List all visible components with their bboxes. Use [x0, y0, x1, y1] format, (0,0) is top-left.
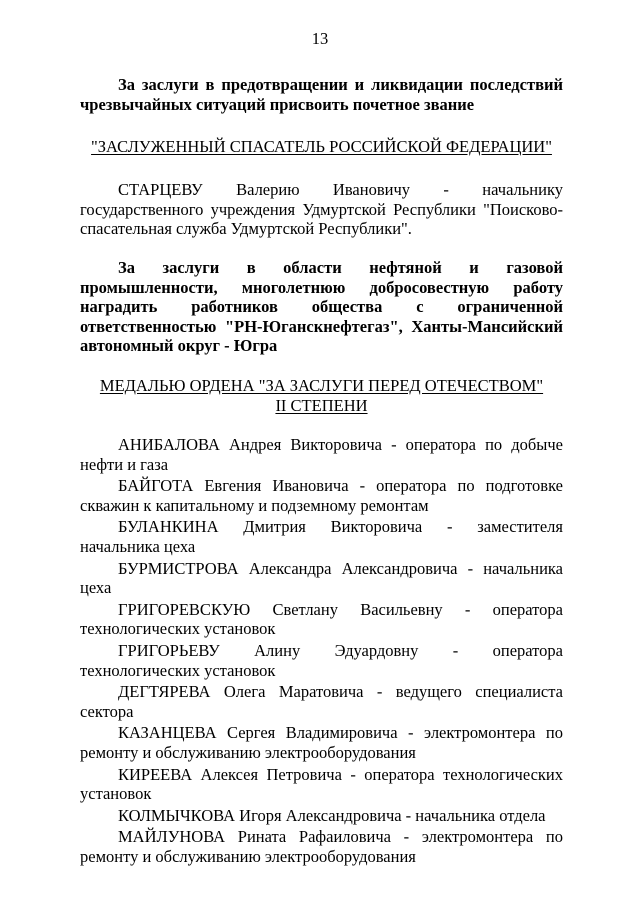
section2-title-line2: II СТЕПЕНИ: [275, 395, 368, 415]
list-item: КИРЕЕВА Алексея Петровича - оператора технологических установок: [80, 764, 563, 804]
page-number: 13: [311, 29, 329, 48]
section2-title: [80, 376, 563, 415]
section1-title: "ЗАСЛУЖЕННЫЙ СПАСАТЕЛЬ РОССИЙСКОЙ ФЕДЕРАЦИИ": [91, 137, 552, 156]
list-item: ДЕГТЯРЕВА Олега Маратовича - ведущего специалиста сектора: [80, 682, 563, 721]
section1-recipient: СТАРЦЕВУ Валерию Ивановичу - начальнику государственного учреждения Удмуртской Республики "Поисково-спасательная служба Удмуртской Республики".: [80, 180, 563, 239]
list-item: МАЙЛУНОВА Рината Рафаиловича - электромонтера по ремонту и обслуживанию электрооборудования: [80, 827, 563, 866]
list-item: БАЙГОТА Евгения Ивановича - оператора по подготовке скважин к капитальному и подземному ремонтам: [80, 476, 563, 515]
section2-intro: За заслуги в области нефтяной и газовой промышленности, многолетнюю добросовестную работу наградить работников общества с ограниченной ответственностью "РН-Юганскнефтегаз", Ханты-Мансийский автономный округ - Югра: [80, 258, 563, 356]
list-item: БУЛАНКИНА Дмитрия Викторовича - заместителя начальника цеха: [80, 517, 563, 556]
list-item: АНИБАЛОВА Андрея Викторовича - оператора по добыче нефти и газа: [80, 435, 563, 474]
list-item: ГРИГОРЕВСКУЮ Светлану Васильевну - оператора технологических установок: [80, 599, 563, 639]
list-item: КАЗАНЦЕВА Сергея Владимировича - электромонтера по ремонту и обслуживанию электрооборудования: [80, 723, 563, 762]
section2-title-line1: МЕДАЛЬЮ ОРДЕНА "ЗА ЗАСЛУГИ ПЕРЕД ОТЕЧЕСТВОМ": [99, 376, 544, 395]
list-item: КОЛМЫЧКОВА Игоря Александровича - начальника отдела: [118, 805, 546, 825]
recipient-list: [80, 435, 563, 866]
section1-intro: За заслуги в предотвращении и ликвидации последствий чрезвычайных ситуаций присвоить почетное звание: [80, 75, 563, 114]
list-item: БУРМИСТРОВА Александра Александровича - начальника цеха: [80, 558, 563, 598]
list-item: ГРИГОРЬЕВУ Алину Эдуардовну - оператора технологических установок: [80, 640, 563, 680]
